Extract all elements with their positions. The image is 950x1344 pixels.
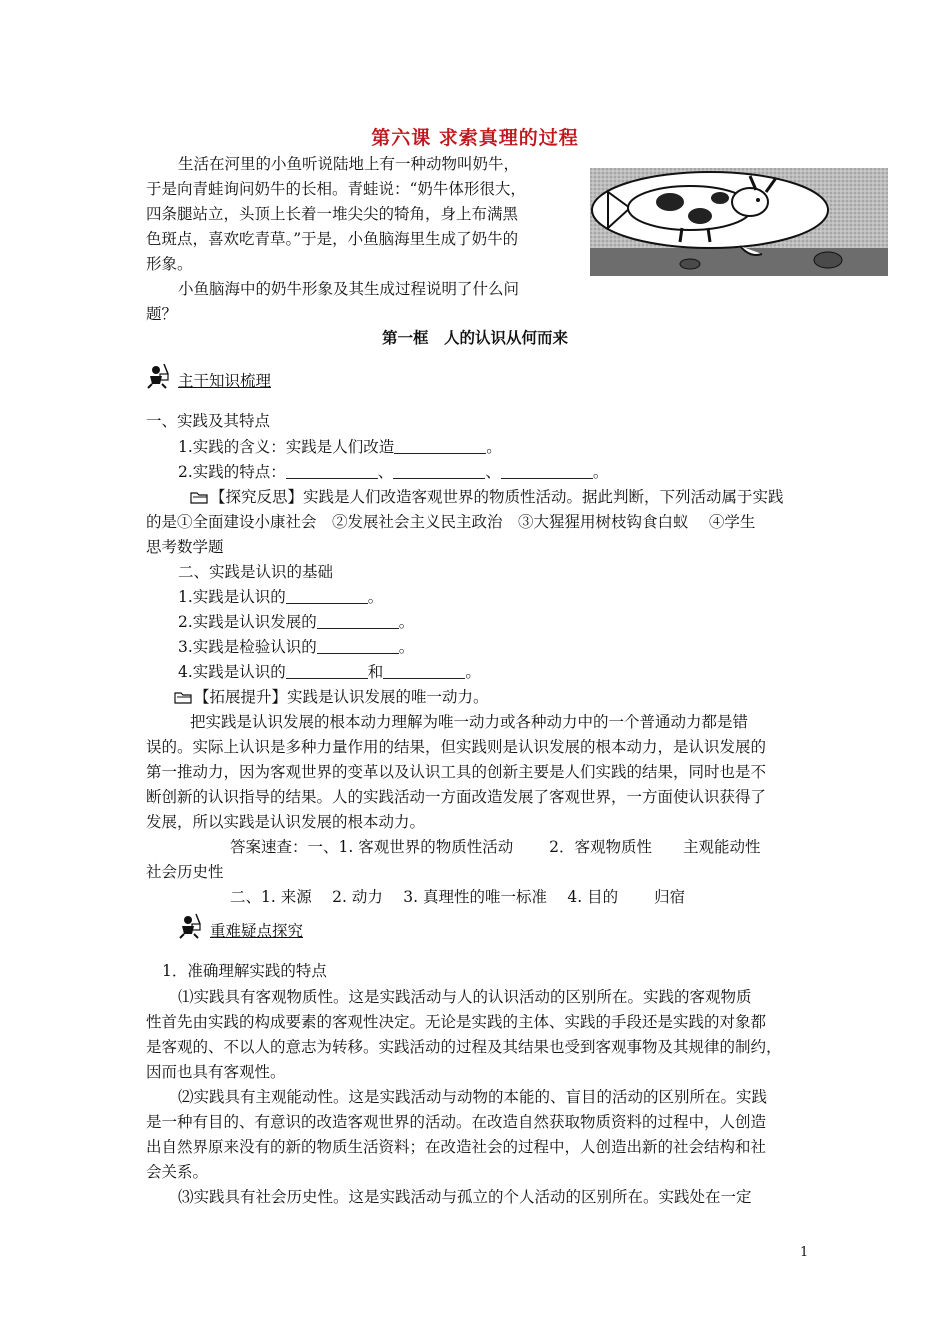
expand-upgrade: 【拓展提升】实践是认识发展的唯一动力。 <box>174 686 489 708</box>
reading-person-icon <box>178 912 204 942</box>
intro-line: 小鱼脑海中的奶牛形象及其生成过程说明了什么问 <box>178 280 520 298</box>
intro-line: 形象。 <box>146 255 193 273</box>
explore-reflect: 【探究反思】实践是人们改造客观世界的物质性活动。据此判断，下列活动属于实践 <box>190 486 784 508</box>
explore-line: 思考数学题 <box>146 538 224 556</box>
answer-line: 社会历史性 <box>146 863 224 881</box>
section-header-difficult <box>178 912 303 942</box>
paragraph-line: 是一种有目的、有意识的改造客观世界的活动。在改造自然获取物质资料的过程中，人创造 <box>146 1113 767 1131</box>
intro-line: 题？ <box>146 305 178 323</box>
paragraph-line: 是客观的、不以人的意志为转移。实践活动的过程及其结果也受到客观事物及其规律的制约， <box>146 1038 782 1056</box>
intro-line: 于是向青蛙询问奶牛的长相。青蛙说：“奶牛体形很大， <box>146 180 526 198</box>
intro-line: 色斑点，喜欢吃青草。”于是，小鱼脑海里生成了奶牛的 <box>146 230 519 248</box>
paragraph-line: ⑵实践具有主观能动性。这是实践活动与动物的本能的、盲目的活动的区别所在。实践 <box>178 1088 768 1106</box>
explore-line: 的是①全面建设小康社会 ②发展社会主义民主政治 ③大猩猩用树枝钩食白蚁 ④学生 <box>146 513 756 531</box>
answer-line: 二、1. 来源 2. 动力 3. 真理性的唯一标准 4. 目的 归宿 <box>230 888 686 906</box>
fill-blank[interactable] <box>393 463 485 479</box>
heading-practice: 一、实践及其特点 <box>146 412 271 430</box>
paragraph-line: 第一推动力，因为客观世界的变革以及认识工具的创新主要是人们实践的结果，同时也是不 <box>146 763 767 781</box>
section-title: 主干知识梳理 <box>178 372 272 390</box>
fill-blank[interactable] <box>317 638 399 654</box>
reading-person-icon <box>146 362 172 392</box>
paragraph-line: ⑴实践具有客观物质性。这是实践活动与人的认识活动的区别所在。实践的客观物质 <box>178 988 752 1006</box>
foundation-item: 3.实践是检验认识的 。 <box>178 638 415 656</box>
fish-cow-cartoon <box>590 168 888 276</box>
intro-line: 四条腿站立，头顶上长着一堆尖尖的犄角，身上布满黑 <box>146 205 519 223</box>
section-title: 重难疑点探究 <box>210 922 304 940</box>
intro-line: 生活在河里的小鱼听说陆地上有一种动物叫奶牛， <box>178 155 520 173</box>
fill-blank[interactable] <box>501 463 593 479</box>
practice-meaning: 1.实践的含义：实践是人们改造 。 <box>178 438 502 456</box>
heading-foundation: 二、实践是认识的基础 <box>178 563 334 581</box>
practice-features: 2.实践的特点： 、 、 。 <box>178 463 609 481</box>
fill-blank[interactable] <box>394 438 486 454</box>
fill-blank[interactable] <box>317 613 399 629</box>
fill-blank[interactable] <box>286 588 368 604</box>
fill-blank[interactable] <box>286 663 368 679</box>
fill-blank[interactable] <box>383 663 465 679</box>
section-header-knowledge <box>146 362 271 392</box>
foundation-item: 1.实践是认识的 。 <box>178 588 384 606</box>
paragraph-line: ⑶实践具有社会历史性。这是实践活动与孤立的个人活动的区别所在。实践处在一定 <box>178 1188 752 1206</box>
lesson-title: 第六课 求索真理的过程 <box>371 127 579 149</box>
page-number: 1 <box>800 1245 809 1260</box>
foundation-item: 2.实践是认识发展的 。 <box>178 613 415 631</box>
folder-icon <box>190 490 208 504</box>
paragraph-line: 会关系。 <box>146 1163 209 1181</box>
paragraph-line: 把实践是认识发展的根本动力理解为唯一动力或各种动力中的一个普通动力都是错 <box>190 713 749 731</box>
paragraph-line: 出自然界原来没有的新的物质生活资料；在改造社会的过程中，人创造出新的社会结构和社 <box>146 1138 767 1156</box>
paragraph-line: 发展，所以实践是认识发展的根本动力。 <box>146 813 426 831</box>
paragraph-line: 断创新的认识指导的结果。人的实践活动一方面改造发展了客观世界，一方面使认识获得了 <box>146 788 767 806</box>
paragraph-line: 因而也具有客观性。 <box>146 1063 286 1081</box>
answer-line: 答案速查：一、1. 客观世界的物质性活动 2．客观物质性 主观能动性 <box>230 838 761 856</box>
section-subtitle: 第一框 人的认识从何而来 <box>381 328 568 347</box>
fill-blank[interactable] <box>286 463 378 479</box>
paragraph-line: 误的。实际上认识是多种力量作用的结果，但实践则是认识发展的根本动力，是认识发展的 <box>146 738 767 756</box>
foundation-item: 4.实践是认识的 和 。 <box>178 663 481 681</box>
folder-icon <box>174 690 192 704</box>
heading-features: 1．准确理解实践的特点 <box>162 962 327 980</box>
paragraph-line: 性首先由实践的构成要素的客观性决定。无论是实践的主体、实践的手段还是实践的对象都 <box>146 1013 767 1031</box>
